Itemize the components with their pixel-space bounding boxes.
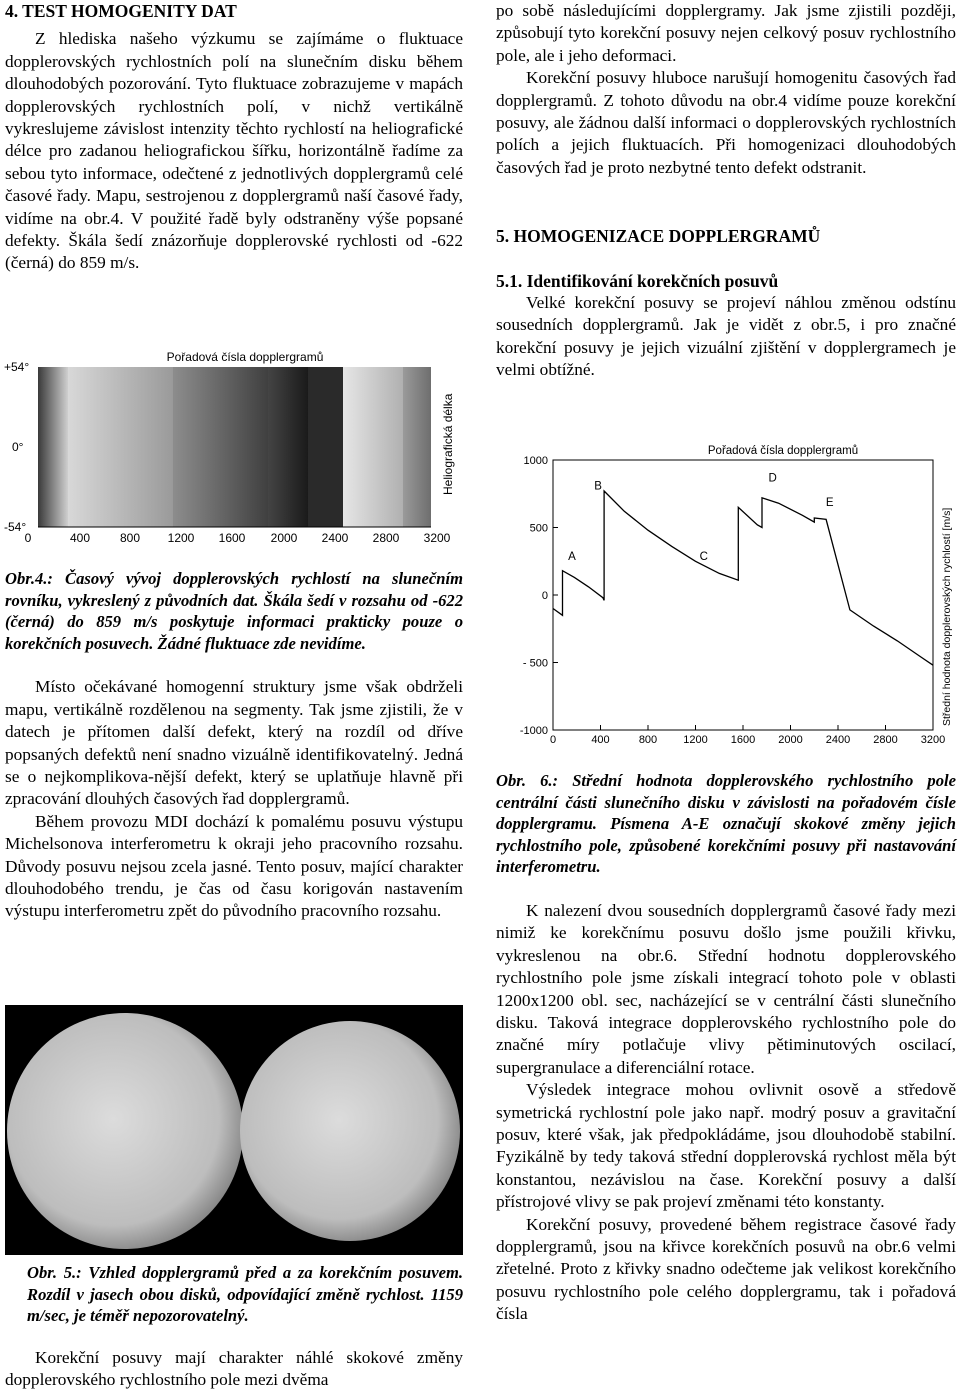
chart-title: Pořadová čísla dopplergramů — [707, 445, 859, 457]
disc-before — [7, 1013, 243, 1249]
figure-4-title: Pořadová čísla dopplergramů — [166, 350, 324, 364]
x-tick: 400 — [69, 531, 91, 545]
x-tick-label: 0 — [549, 734, 557, 746]
figure-6-caption: Obr. 6.: Střední hodnota dopplerovského rychlostního pole centrální části slunečního disku v závislosti na pořadovém čísle dopplergramu. Písmena A-E označují skokové změny jejich rychlostního pole, způsobené korekčními posuvy při nastavování interferometru. — [496, 771, 956, 877]
paragraph: Korekční posuvy, provedené během registrace časové řady dopplergramů, jsou na křivce korekčních posuvů na obr.6 velmi zřetelné. Proto z křivky snadno odečteme jak velikost korekčního posuvu rychlostního pole celého dopplergramu, tak i pořadová čísla — [496, 1214, 956, 1324]
y-tick-label: -1000 — [519, 725, 548, 737]
figure-6 — [505, 438, 960, 753]
figure-6-chart — [505, 438, 960, 753]
section-5-heading: 5. HOMOGENIZACE DOPPLERGRAMŮ — [496, 226, 821, 247]
y-tick: +54° — [4, 360, 30, 374]
figure-4-map — [0, 345, 470, 555]
paragraph: Korekční posuvy mají charakter náhlé skokové změny dopplerovského rychlostního pole mezi dvěma — [5, 1347, 463, 1390]
left-column — [5, 0, 463, 275]
figure-5 — [5, 1005, 463, 1255]
figure-5-discs — [5, 1005, 463, 1255]
paragraph: Místo očekávané homogenní struktury jsme však obdrželi mapu, vertikálně rozdělenou na segmenty. Tak jsme zjistili, že v datech je přítomen další defekt, který na rozdíl od dříve popsaných defektů není snadno vizuálně identifikovatelný. Jedná se o nejkomplikova-nější defekt, který se uplatňuje hlavně při zpracování dlouhých časových řad dopplergramů. — [5, 677, 463, 809]
x-tick: 3200 — [423, 531, 451, 545]
x-tick: 2000 — [270, 531, 298, 545]
paragraph: Velké korekční posuvy se projeví náhlou změnou odstínu sousedních dopplergramů. Jak je vidět z obr.5, i pro značné korekční posuvy je jejich vizuální zjištění v dopplergramech je velmi obtížné. — [496, 293, 956, 380]
y-tick-label: - 500 — [522, 657, 548, 670]
paragraph: Z hlediska našeho výzkumu se zajímáme o fluktuace dopplerovských rychlostních polí na slunečním disku během dlouhodobých pozorování. Tyto fluktuace zobrazujeme v mapách dopplerovských rychlostních polí, v nichž vertikálně vykreslujeme závislost intenzity těchto rychlostí na heliografické délce pro zadanou heliografickou šířku, horizontálně řadíme za sebou tyto informace, odečtené z jednotlivých dopplergramů celé časové řady. Mapu, sestrojenou z dopplergramů naší časové řady, vidíme na obr.4. V použité řadě byly odstraněny výše popsané defekty. Škála šedí znázorňuje dopplerovské rychlosti od -622 (černá) do 859 m/s. — [5, 29, 463, 273]
paragraph: Výsledek integrace mohou ovlivnit osově a středově symetrická rychlostní pole jako např. modrý posuv a gravitační posuv, které však, jak předpokládáme, jsou dlouhodobě stabilní. Fyzikálně by tedy taková střední dopplerovská rychlost měla být konstantou, nezávislou na čase. Korekční posuvy a další přístrojové vlivy se pak projeví změnami této konstanty. — [496, 1080, 956, 1212]
x-tick: 2800 — [372, 531, 400, 545]
section-5-1-heading: 5.1. Identifikování korekčních posuvů — [496, 270, 779, 291]
annotation-label: C — [699, 550, 708, 563]
x-ticks — [25, 531, 451, 545]
x-tick-label: 1600 — [730, 734, 756, 746]
left-column-lower — [5, 568, 463, 923]
x-tick-label: 2000 — [778, 734, 803, 746]
figure-4 — [0, 345, 470, 555]
x-tick-label: 1200 — [683, 734, 708, 746]
disc-after — [240, 1021, 460, 1241]
x-tick-label: 2400 — [825, 734, 851, 746]
paragraph: po sobě následujícími dopplergramy. Jak jsme zjistili později, způsobují tyto korekční posuvy nejen celkový posuv rychlostního pole, ale i jeho deformaci. — [496, 1, 956, 65]
plot-frame — [553, 460, 933, 730]
annotation-label: B — [594, 480, 602, 493]
y-tick-label: 0 — [541, 590, 548, 602]
y-tick: 0° — [12, 440, 24, 454]
right-column-lower — [496, 770, 956, 1326]
annotation-label: E — [825, 496, 834, 509]
y-tick-label: 1000 — [523, 455, 548, 467]
figure-4-side-label: Heliografická délka — [441, 393, 455, 495]
x-tick-label: 3200 — [920, 734, 946, 746]
paragraph: Korekční posuvy hluboce narušují homogenitu časových řad dopplergramů. Z tohoto důvodu na obr.4 vidíme pouze korekční posuvy, ale žádnou další informaci o dopplerovských rychlostních polích a jejich fluktuacích. Při homogenizaci dlouhodobých časových řad je proto nezbytné tento defekt odstranit. — [496, 68, 956, 177]
x-tick-label: 800 — [638, 734, 658, 746]
x-tick: 0 — [24, 531, 32, 545]
y-axis-label: Střední hodnota dopplerovských rychlostí [m/s] — [941, 507, 953, 726]
left-column-bottom — [5, 1262, 463, 1392]
paragraph: K nalezení dvou sousedních dopplergramů časové řady mezi nimiž ke korekčnímu posuvu došlo jsme použili křivku, vykreslenou na obr.6. Střední hodnotu dopplerovského rychlostního pole jsme získali integrací tohoto pole v oblasti 1200x1200 obl. sec, nacházející se v centrální části slunečního disku. Taková integrace dopplerovského rychlostního pole do značné míry potlačuje vlivy pětiminutových oscilací, supergranulace a diferenciální rotace. — [496, 900, 956, 1077]
paragraph: Během provozu MDI dochází k pomalému posuvu výstupu Michelsonova interferometru k okraji jeho pracovního rozsahu. Důvody posuvu nejsou zcela jasné. Tento posuv, mající charakter dlouhodobého trendu, je čas od času korigován nastavením výstupu interferometru zpět do původního pracovního rozsahu. — [5, 811, 463, 921]
x-tick: 2400 — [321, 531, 349, 545]
annotation-label: D — [768, 472, 777, 485]
annotation-label: A — [568, 550, 576, 563]
series-line — [553, 491, 933, 665]
figure-4-caption: Obr.4.: Časový vývoj dopplerovských rychlostí na slunečním rovníku, vykreslený z původních dat. Škála šedí v rozsahu od -622 (černá) do 859 m/s poskytuje informaci prakticky pouze o korekčních posuvech. Žádné fluktuace zde nevidíme. — [5, 569, 463, 653]
x-tick-label: 400 — [591, 734, 610, 746]
x-tick-label: 2800 — [873, 734, 898, 746]
x-tick: 800 — [119, 531, 141, 545]
x-tick: 1600 — [218, 531, 246, 545]
x-tick: 1200 — [167, 531, 195, 545]
figure-5-caption: Obr. 5.: Vzhled dopplergramů před a za korekčním posuvem. Rozdíl v jasech obou disků, odpovídající změně rychlost. 1159 m/sec, je téměř nepozorovatelný. — [27, 1263, 463, 1326]
right-column — [496, 0, 956, 382]
y-tick-label: 500 — [529, 522, 548, 535]
y-tick: -54° — [4, 520, 27, 534]
section-4-heading: 4. TEST HOMOGENITY DAT — [5, 1, 237, 21]
